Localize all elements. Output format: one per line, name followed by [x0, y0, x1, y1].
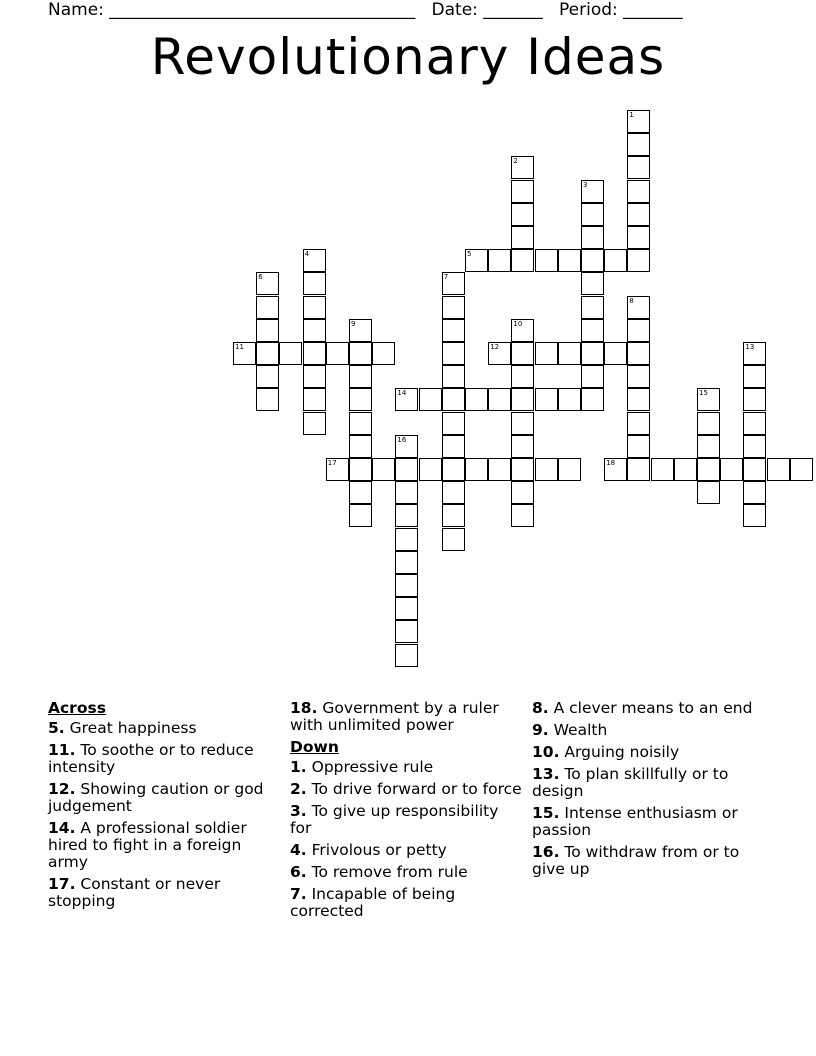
- grid-cell[interactable]: [790, 458, 813, 481]
- grid-cell[interactable]: [349, 319, 372, 342]
- grid-cell[interactable]: [627, 180, 650, 203]
- grid-cell[interactable]: [743, 481, 766, 504]
- grid-cell[interactable]: [395, 388, 418, 411]
- clue-item: [48, 876, 280, 910]
- grid-cell[interactable]: [488, 458, 511, 481]
- clue-item: [48, 720, 280, 737]
- clue-number-label: 13.: [532, 765, 560, 783]
- grid-cell[interactable]: [511, 458, 534, 481]
- clue-text: To give up responsibility for: [290, 802, 499, 837]
- grid-cell[interactable]: [488, 388, 511, 411]
- grid-cell[interactable]: [256, 272, 279, 295]
- clue-number-label: 4.: [290, 841, 307, 859]
- grid-cell[interactable]: [511, 365, 534, 388]
- grid-cell[interactable]: [581, 203, 604, 226]
- clue-number-label: 7.: [290, 885, 307, 903]
- clue-item: [532, 844, 764, 878]
- grid-cell[interactable]: [349, 458, 372, 481]
- grid-cell[interactable]: [627, 342, 650, 365]
- grid-cell[interactable]: [395, 597, 418, 620]
- clue-number-label: 10.: [532, 743, 560, 761]
- grid-cell[interactable]: [372, 342, 395, 365]
- clue-number: 13: [745, 343, 755, 351]
- clue-number: 2: [513, 157, 518, 166]
- grid-cell[interactable]: [581, 226, 604, 249]
- grid-cell[interactable]: [627, 458, 650, 481]
- grid-cell[interactable]: [697, 481, 720, 504]
- grid-cell[interactable]: [581, 365, 604, 388]
- grid-cell[interactable]: [627, 203, 650, 226]
- grid-cell[interactable]: [581, 296, 604, 319]
- grid-cell[interactable]: [395, 481, 418, 504]
- clue-number: 16: [397, 435, 407, 444]
- grid-cell[interactable]: [511, 504, 534, 527]
- clue-number: 11: [235, 343, 244, 351]
- grid-cell[interactable]: [279, 342, 302, 365]
- grid-cell[interactable]: [349, 412, 372, 435]
- grid-cell[interactable]: [627, 388, 650, 411]
- clue-item: [290, 803, 522, 837]
- clue-number: 4: [304, 250, 310, 259]
- clue-item: [290, 781, 522, 798]
- grid-cell[interactable]: [395, 458, 418, 481]
- grid-cell[interactable]: [349, 388, 372, 411]
- grid-cell[interactable]: [627, 226, 650, 249]
- grid-cell[interactable]: [256, 342, 279, 365]
- grid-cell[interactable]: [511, 249, 534, 272]
- grid-cell[interactable]: [511, 180, 534, 203]
- clue-number-label: 6.: [290, 863, 307, 881]
- clue-text: Incapable of being corrected: [290, 885, 456, 920]
- grid-cell[interactable]: [581, 272, 604, 295]
- grid-cell[interactable]: [581, 388, 604, 411]
- clue-number-label: 5.: [48, 719, 65, 737]
- grid-cell[interactable]: [627, 133, 650, 156]
- period-line[interactable]: _______: [623, 0, 683, 20]
- clue-number: 10: [513, 319, 523, 328]
- grid-cell[interactable]: [326, 342, 349, 365]
- clue-text: To plan skillfully or to design: [532, 765, 729, 800]
- clue-text: Constant or never stopping: [48, 875, 221, 910]
- grid-cell[interactable]: [442, 458, 465, 481]
- grid-cell[interactable]: [349, 342, 372, 365]
- clue-number-label: 1.: [290, 758, 307, 776]
- clue-text: Arguing noisily: [559, 743, 680, 761]
- grid-cell[interactable]: [395, 644, 418, 667]
- clue-item: [532, 766, 764, 800]
- grid-cell[interactable]: [627, 296, 650, 319]
- grid-cell[interactable]: [535, 249, 558, 272]
- grid-cell[interactable]: [395, 620, 418, 643]
- grid-cell[interactable]: [535, 458, 558, 481]
- grid-cell[interactable]: [581, 249, 604, 272]
- grid-cell[interactable]: [303, 365, 326, 388]
- grid-cell[interactable]: [627, 412, 650, 435]
- clue-number: 9: [351, 319, 356, 328]
- grid-cell[interactable]: [395, 504, 418, 527]
- grid-cell[interactable]: [720, 458, 743, 481]
- clue-number: 1: [629, 111, 634, 119]
- clue-number-label: 14.: [48, 819, 76, 837]
- grid-cell[interactable]: [303, 388, 326, 411]
- grid-cell[interactable]: [743, 458, 766, 481]
- grid-cell[interactable]: [419, 388, 442, 411]
- grid-cell[interactable]: [743, 365, 766, 388]
- grid-cell[interactable]: [442, 365, 465, 388]
- clue-text: To remove from rule: [306, 863, 468, 881]
- grid-cell[interactable]: [256, 296, 279, 319]
- clue-number: 14: [397, 389, 407, 398]
- grid-cell[interactable]: [627, 435, 650, 458]
- grid-cell[interactable]: [558, 342, 581, 365]
- grid-cell[interactable]: [674, 458, 697, 481]
- grid-cell[interactable]: [349, 504, 372, 527]
- clue-item: [290, 842, 522, 859]
- clue-text: A professional soldier hired to fight in a foreign army: [48, 819, 247, 871]
- clue-number-label: 3.: [290, 802, 307, 820]
- grid-cell[interactable]: [511, 435, 534, 458]
- grid-cell[interactable]: [558, 458, 581, 481]
- grid-cell[interactable]: [303, 319, 326, 342]
- grid-cell[interactable]: [465, 458, 488, 481]
- grid-cell[interactable]: [511, 226, 534, 249]
- grid-cell[interactable]: [465, 249, 488, 272]
- grid-cell[interactable]: [627, 365, 650, 388]
- clue-text: Showing caution or god judgement: [48, 780, 264, 815]
- clue-number: 12: [490, 343, 500, 351]
- grid-cell[interactable]: [604, 249, 627, 272]
- grid-cell[interactable]: [511, 412, 534, 435]
- grid-cell[interactable]: [651, 458, 674, 481]
- grid-cell[interactable]: [326, 458, 349, 481]
- clue-item: [290, 759, 522, 776]
- grid-cell[interactable]: [442, 388, 465, 411]
- clue-item: [532, 700, 764, 717]
- grid-cell[interactable]: [697, 412, 720, 435]
- clue-number-label: 2.: [290, 780, 307, 798]
- grid-cell[interactable]: [535, 342, 558, 365]
- grid-cell[interactable]: [627, 110, 650, 133]
- grid-cell[interactable]: [535, 388, 558, 411]
- grid-cell[interactable]: [581, 319, 604, 342]
- grid-cell[interactable]: [372, 458, 395, 481]
- grid-cell[interactable]: [488, 342, 511, 365]
- grid-cell[interactable]: [442, 504, 465, 527]
- grid-cell[interactable]: [349, 365, 372, 388]
- clue-heading: Across: [48, 699, 106, 717]
- grid-cell[interactable]: [697, 458, 720, 481]
- clue-number-label: 11.: [48, 741, 76, 759]
- grid-cell[interactable]: [767, 458, 790, 481]
- clue-number: 15: [699, 389, 708, 398]
- clue-number-label: 12.: [48, 780, 76, 798]
- clue-item: [48, 742, 280, 776]
- clue-item: [532, 744, 764, 761]
- grid-cell[interactable]: [303, 272, 326, 295]
- clue-number-label: 17.: [48, 875, 76, 893]
- clue-text: To drive forward or to force: [306, 780, 522, 798]
- grid-cell[interactable]: [511, 388, 534, 411]
- clue-text: Great happiness: [64, 719, 197, 737]
- clue-number: 17: [327, 459, 337, 467]
- grid-cell[interactable]: [697, 388, 720, 411]
- grid-cell[interactable]: [627, 249, 650, 272]
- date-label: Date:: [431, 0, 478, 20]
- grid-cell[interactable]: [256, 388, 279, 411]
- clue-text: Oppressive rule: [306, 758, 434, 776]
- grid-cell[interactable]: [743, 342, 766, 365]
- page-title: Revolutionary Ideas: [150, 28, 666, 86]
- grid-cell[interactable]: [743, 435, 766, 458]
- grid-cell[interactable]: [442, 296, 465, 319]
- clue-text: To withdraw from or to give up: [532, 843, 740, 878]
- grid-cell[interactable]: [697, 435, 720, 458]
- period-label: Period:: [559, 0, 618, 20]
- grid-cell[interactable]: [743, 388, 766, 411]
- date-line[interactable]: _______: [483, 0, 543, 20]
- clue-number: 5: [467, 250, 472, 259]
- clue-text: A clever means to an end: [548, 699, 753, 717]
- grid-cell[interactable]: [581, 180, 604, 203]
- clue-number: 6: [258, 273, 263, 282]
- clue-item: [290, 700, 522, 734]
- grid-cell[interactable]: [442, 481, 465, 504]
- clue-item: [532, 722, 764, 739]
- grid-cell[interactable]: [511, 342, 534, 365]
- clue-text: To soothe or to reduce intensity: [48, 741, 254, 776]
- clue-number: 8: [629, 296, 634, 305]
- clue-number-label: 16.: [532, 843, 560, 861]
- grid-cell[interactable]: [442, 272, 465, 295]
- grid-cell[interactable]: [604, 342, 627, 365]
- grid-cell[interactable]: [627, 156, 650, 179]
- grid-cell[interactable]: [349, 435, 372, 458]
- clue-text: Government by a ruler with unlimited power: [290, 699, 499, 734]
- grid-cell[interactable]: [558, 388, 581, 411]
- grid-cell[interactable]: [395, 574, 418, 597]
- name-label: Name:: [48, 0, 104, 20]
- grid-cell[interactable]: [349, 481, 372, 504]
- grid-cell[interactable]: [395, 551, 418, 574]
- clue-text: Wealth: [548, 721, 608, 739]
- clue-heading: Down: [290, 738, 339, 756]
- grid-cell[interactable]: [743, 504, 766, 527]
- clue-number-label: 18.: [290, 699, 318, 717]
- grid-cell[interactable]: [442, 319, 465, 342]
- clue-column-3: [532, 700, 764, 883]
- clue-number: 3: [583, 180, 588, 189]
- grid-cell[interactable]: [442, 412, 465, 435]
- clue-number-label: 9.: [532, 721, 549, 739]
- grid-cell[interactable]: [303, 296, 326, 319]
- grid-cell[interactable]: [511, 203, 534, 226]
- grid-cell[interactable]: [303, 249, 326, 272]
- grid-cell[interactable]: [442, 528, 465, 551]
- grid-cell[interactable]: [256, 365, 279, 388]
- grid-cell[interactable]: [256, 319, 279, 342]
- grid-cell[interactable]: [303, 342, 326, 365]
- grid-cell[interactable]: [558, 249, 581, 272]
- clue-item: [48, 820, 280, 871]
- grid-cell[interactable]: [511, 319, 534, 342]
- name-line[interactable]: ____________________________________: [109, 0, 416, 20]
- grid-cell[interactable]: [627, 319, 650, 342]
- clue-column-2: [290, 700, 522, 925]
- grid-cell[interactable]: [511, 156, 534, 179]
- grid-cell[interactable]: [395, 528, 418, 551]
- clue-item: [290, 864, 522, 881]
- grid-cell[interactable]: [581, 342, 604, 365]
- clue-item: [532, 805, 764, 839]
- clue-column-1: [48, 700, 280, 915]
- clue-text: Intense enthusiasm or passion: [532, 804, 738, 839]
- clue-text: Frivolous or petty: [306, 841, 447, 859]
- clue-number-label: 8.: [532, 699, 549, 717]
- grid-cell[interactable]: [743, 412, 766, 435]
- clue-number-label: 15.: [532, 804, 560, 822]
- grid-cell[interactable]: [419, 458, 442, 481]
- grid-cell[interactable]: [233, 342, 256, 365]
- grid-cell[interactable]: [465, 388, 488, 411]
- grid-cell[interactable]: [395, 435, 418, 458]
- clue-item: [290, 886, 522, 920]
- grid-cell[interactable]: [442, 342, 465, 365]
- grid-cell[interactable]: [303, 412, 326, 435]
- grid-cell[interactable]: [511, 481, 534, 504]
- clue-number: 18: [606, 459, 616, 467]
- grid-cell[interactable]: [604, 458, 627, 481]
- clue-item: [48, 781, 280, 815]
- grid-cell[interactable]: [442, 435, 465, 458]
- clue-number: 7: [443, 273, 449, 282]
- grid-cell[interactable]: [488, 249, 511, 272]
